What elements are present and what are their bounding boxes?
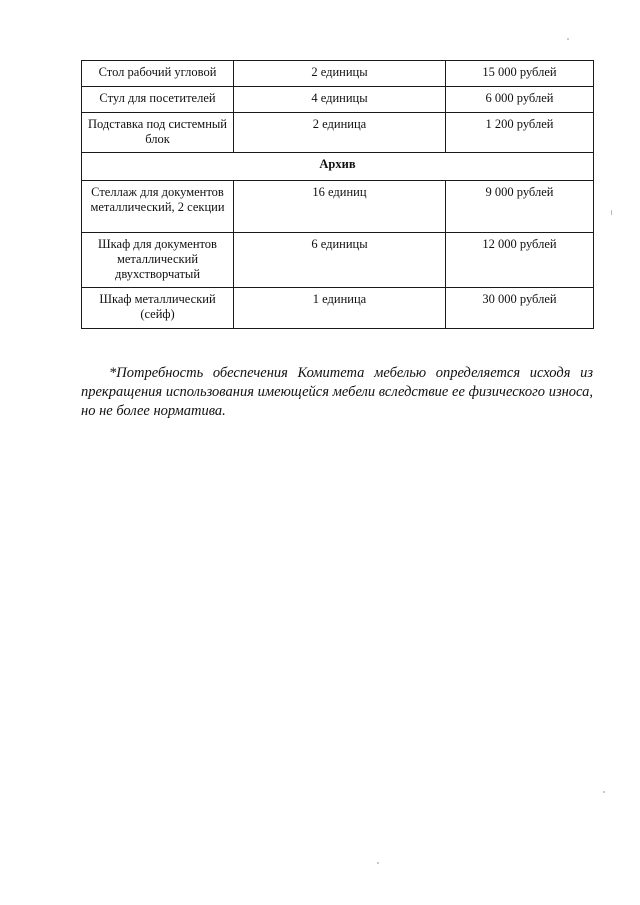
- item-cost-cell: 12 000 рублей: [446, 233, 594, 288]
- table-row: [82, 87, 594, 113]
- furniture-norms-table: [81, 60, 594, 329]
- item-quantity-cell: 2 единицы: [234, 61, 446, 87]
- item-quantity-cell: 6 единицы: [234, 233, 446, 288]
- scan-speck: [603, 791, 605, 793]
- item-quantity-cell: 2 единица: [234, 113, 446, 153]
- table-row: [82, 181, 594, 233]
- table-row: [82, 113, 594, 153]
- scan-speck: [611, 210, 612, 215]
- section-header-row: [82, 153, 594, 181]
- item-name-cell: Стул для посетителей: [82, 87, 234, 113]
- item-quantity-cell: 1 единица: [234, 288, 446, 329]
- item-cost-cell: 9 000 рублей: [446, 181, 594, 233]
- table-row: [82, 288, 594, 329]
- item-name-cell: Стеллаж для документов металлический, 2 секции: [82, 181, 234, 233]
- item-quantity-cell: 4 единицы: [234, 87, 446, 113]
- item-name-cell: Стол рабочий угловой: [82, 61, 234, 87]
- footnote-text: *Потребность обеспечения Комитета мебелью определяется исходя из прекращения использования имеющейся мебели вследствие ее физического износа, но не более норматива.: [81, 364, 593, 419]
- item-name-cell: Шкаф для документов металлический двухстворчатый: [82, 233, 234, 288]
- scan-speck: [567, 38, 569, 40]
- item-cost-cell: 1 200 рублей: [446, 113, 594, 153]
- item-cost-cell: 6 000 рублей: [446, 87, 594, 113]
- item-cost-cell: 30 000 рублей: [446, 288, 594, 329]
- item-quantity-cell: 16 единиц: [234, 181, 446, 233]
- item-name-cell: Подставка под системный блок: [82, 113, 234, 153]
- table-row: [82, 61, 594, 87]
- table-row: [82, 233, 594, 288]
- item-name-cell: Шкаф металлический (сейф): [82, 288, 234, 329]
- scan-speck: [377, 862, 379, 864]
- section-title-archive: Архив: [82, 153, 594, 181]
- item-cost-cell: 15 000 рублей: [446, 61, 594, 87]
